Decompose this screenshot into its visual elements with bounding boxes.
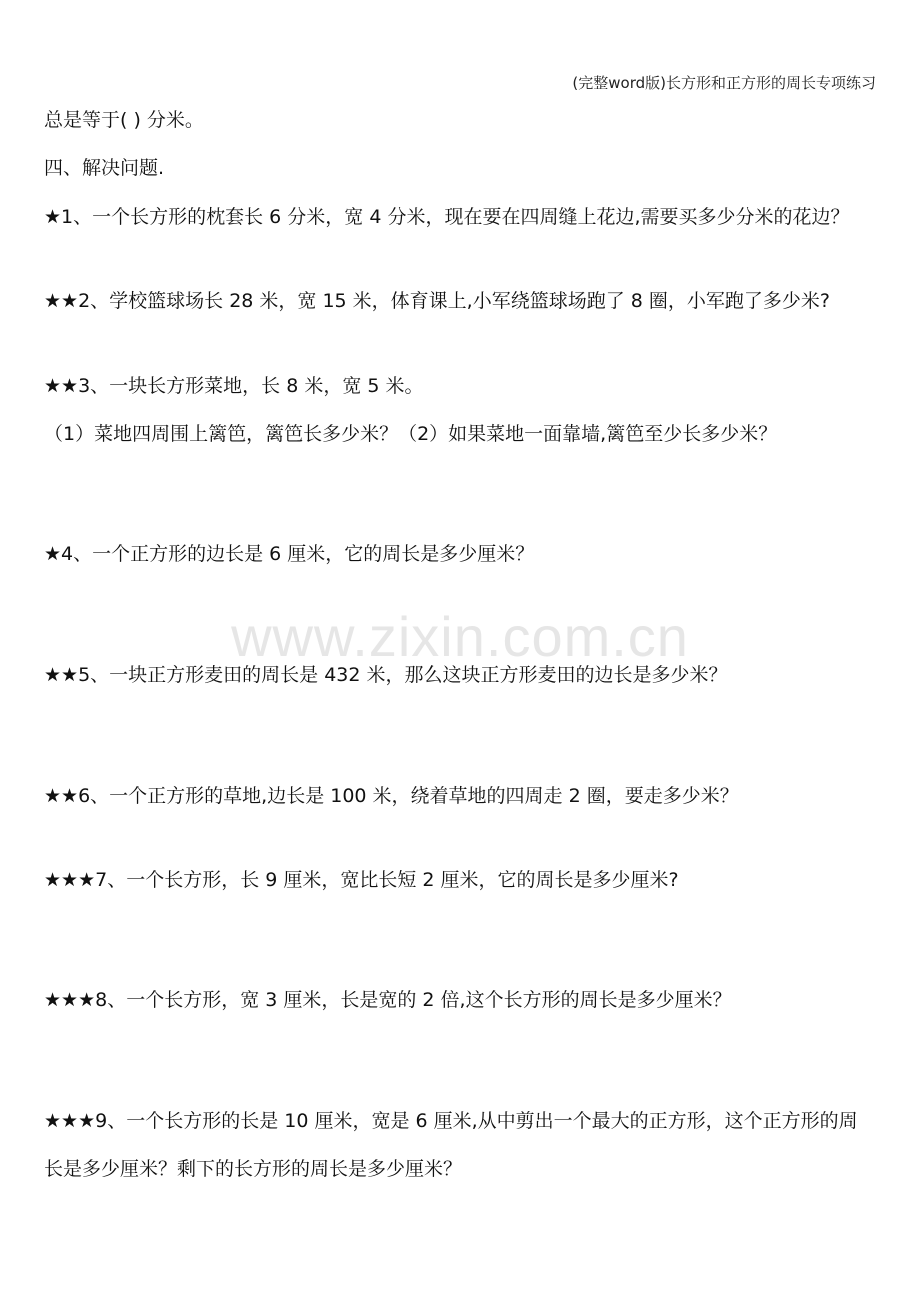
question-1: ★1、一个长方形的枕套长 6 分米，宽 4 分米，现在要在四周缝上花边,需要买多少分米的花边？ (44, 206, 850, 228)
question-6: ★★6、一个正方形的草地,边长是 100 米，绕着草地的四周走 2 圈，要走多少米？ (44, 785, 739, 807)
question-5: ★★5、一块正方形麦田的周长是 432 米，那么这块正方形麦田的边长是多少米？ (44, 664, 728, 686)
question-9: ★★★9、一个长方形的长是 10 厘米，宽是 6 厘米,从中剪出一个最大的正方形，这个正方形的周 (44, 1110, 858, 1132)
watermark: www.zixin.com.cn (231, 605, 689, 668)
question-3-subparts: （1）菜地四周围上篱笆，篱笆长多少米？（2）如果菜地一面靠墙,篱笆至少长多少米？ (44, 423, 778, 445)
question-7: ★★★7、一个长方形，长 9 厘米，宽比长短 2 厘米，它的周长是多少厘米? (44, 869, 679, 891)
question-9-continuation: 长是多少厘米？剩下的长方形的周长是多少厘米？ (44, 1158, 463, 1180)
page-header: (完整word版)长方形和正方形的周长专项练习 (572, 74, 876, 92)
question-3: ★★3、一块长方形菜地，长 8 米，宽 5 米。 (44, 375, 424, 397)
question-4: ★4、一个正方形的边长是 6 厘米，它的周长是多少厘米？ (44, 543, 535, 565)
question-2: ★★2、学校篮球场长 28 米，宽 15 米，体育课上,小军绕篮球场跑了 8 圈，小军跑了多少米? (44, 290, 830, 312)
section-heading: 四、解决问题. (44, 157, 165, 179)
text-line-continuation: 总是等于( ) 分米。 (44, 109, 204, 131)
question-8: ★★★8、一个长方形，宽 3 厘米，长是宽的 2 倍,这个长方形的周长是多少厘米？ (44, 989, 732, 1011)
